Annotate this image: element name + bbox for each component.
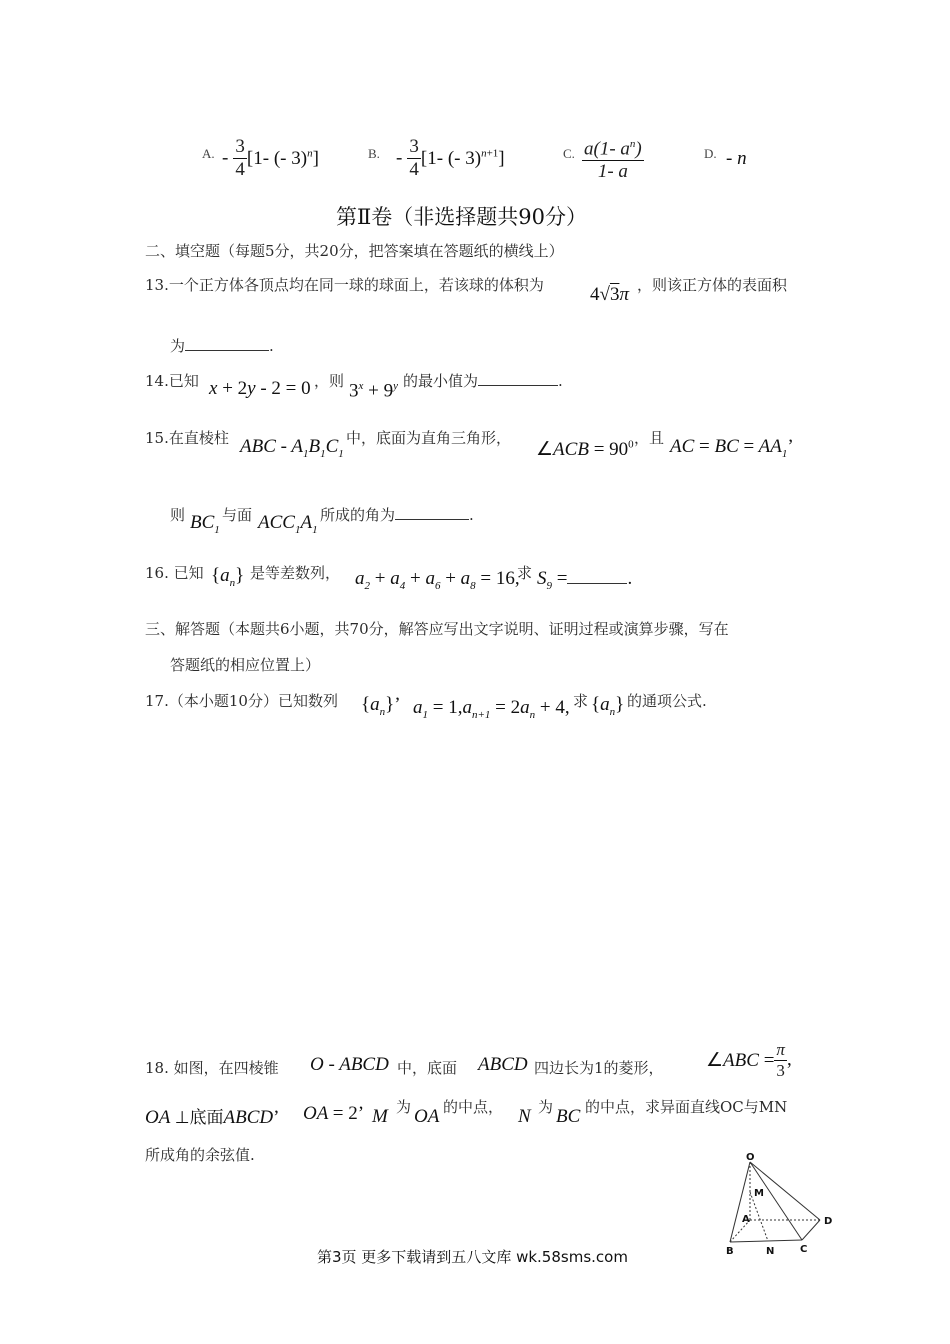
q15-num: 15.在直棱柱: [145, 429, 229, 447]
q18-perp: OA ⊥底面ABCD’: [145, 1107, 280, 1128]
q18-line2a: 为: [396, 1098, 412, 1116]
q16-sum: $a_2 + a_4 + a_6 + a_8 = 16$,: [355, 568, 520, 592]
q17-recurrence: $a_1 = 1,a_{n+1} = 2a_n + 4$,: [413, 697, 570, 721]
q16-mid: 是等差数列，: [250, 564, 341, 582]
option-a-formula: - $\frac{3}{4}$ [1- (- 3)$^n$]: [222, 136, 319, 180]
label-c: C: [800, 1244, 808, 1255]
option-b-label: B.: [368, 146, 380, 161]
q13-volume: 4√3π: [590, 284, 629, 305]
q18-line3: 所成角的余弦值.: [145, 1146, 255, 1164]
q15-line2b: 与面: [222, 506, 253, 524]
option-d-label: D.: [704, 146, 717, 161]
q18-base: ABCD: [478, 1054, 528, 1075]
q14-condition: x + 2y - 2 = 0: [209, 378, 311, 399]
q16-seq: $\{a_n\}$: [211, 565, 245, 589]
q18-m: M: [372, 1106, 388, 1127]
solve-heading-2: 答题纸的相应位置上）: [170, 656, 321, 674]
q18-pyramid: O - ABCD: [310, 1054, 389, 1075]
q14-suffix: 的最小值为 .: [403, 372, 563, 390]
label-n: N: [766, 1246, 775, 1257]
q15-angle: ∠ACB = $90^0$: [536, 438, 634, 460]
label-a: A: [742, 1214, 750, 1225]
label-m: M: [754, 1188, 764, 1199]
q18-oa: OA: [414, 1106, 440, 1127]
q17-req: 求: [573, 692, 589, 710]
page-footer: 第3页 更多下载请到五八文库 wk.58sms.com: [317, 1248, 628, 1266]
option-a-label: A.: [202, 146, 215, 161]
q18-line2b: 的中点，: [443, 1098, 504, 1116]
q14-mid: ，则: [314, 372, 345, 390]
q15-plane: $ACC_1A_1$: [258, 512, 318, 536]
q18-line1c: 四边长为1的菱形，: [534, 1059, 664, 1077]
q17-seq2: $\{a_n\}$: [591, 694, 625, 718]
label-o: O: [746, 1152, 755, 1163]
fill-heading: 二、填空题（每题5分，共20分，把答案填在答题纸的横线上）: [145, 242, 564, 260]
q18-line2d: 的中点，求异面直线OC与MN: [585, 1098, 788, 1116]
q18-line2c: 为: [538, 1098, 554, 1116]
q18-oa-len: OA = 2’: [303, 1103, 365, 1124]
q15-mid1: 中，底面为直角三角形，: [346, 429, 512, 447]
label-d: D: [824, 1216, 833, 1227]
option-d-formula: - n: [726, 148, 747, 169]
q16-s9: $S_9$ = .: [537, 568, 633, 592]
q13-text: 13.一个正方体各顶点均在同一球的球面上，若该球的体积为: [145, 276, 544, 294]
section-title: 第Ⅱ卷（非选择题共90分）: [336, 205, 587, 229]
label-b: B: [726, 1246, 734, 1257]
q18-angle: ∠ABC = $\frac{\pi}{3}$ ,: [706, 1040, 792, 1080]
q15-equal-sides: AC = BC = $AA_1$’: [670, 436, 794, 460]
q13-line2: 为 .: [170, 337, 274, 355]
solve-heading: 三、解答题（本题共6小题，共70分，解答应写出文字说明、证明过程或演算步骤，写在: [145, 620, 729, 638]
option-c-label: C.: [563, 146, 575, 161]
q18-n: N: [518, 1106, 531, 1127]
q14-num: 14.已知: [145, 372, 199, 390]
q17-num: 17.（本小题10分）已知数列: [145, 692, 338, 710]
q18-bc: BC: [556, 1106, 581, 1127]
option-c-formula: $\frac{a(1- a^n)}{1- a}$: [584, 138, 642, 183]
q16-num: 16. 已知: [145, 564, 204, 582]
option-b-formula: - $\frac{3}{4}$ [1- (- 3)$^{n+1}$]: [396, 136, 505, 180]
q13-suffix: ，则该正方体的表面积: [637, 276, 788, 294]
q18-line1b: 中，底面: [397, 1059, 458, 1077]
q15-line2c: 所成的角为 .: [320, 506, 474, 524]
q15-mid2: ，且: [634, 429, 665, 447]
pyramid-figure: [720, 1150, 840, 1260]
q17-suffix: 的通项公式.: [627, 692, 707, 710]
q15-prism: ABC - $A_1B_1C_1$: [240, 436, 344, 460]
q17-seq: $\{a_n\}$’: [361, 694, 401, 718]
q14-expression: $3^x + 9^y$: [349, 380, 398, 402]
q15-line2a: 则: [170, 506, 186, 524]
q18-line1a: 18. 如图，在四棱锥: [145, 1059, 279, 1077]
q15-bc1: $BC_1$: [190, 512, 220, 536]
q16-req: 求: [517, 564, 533, 582]
